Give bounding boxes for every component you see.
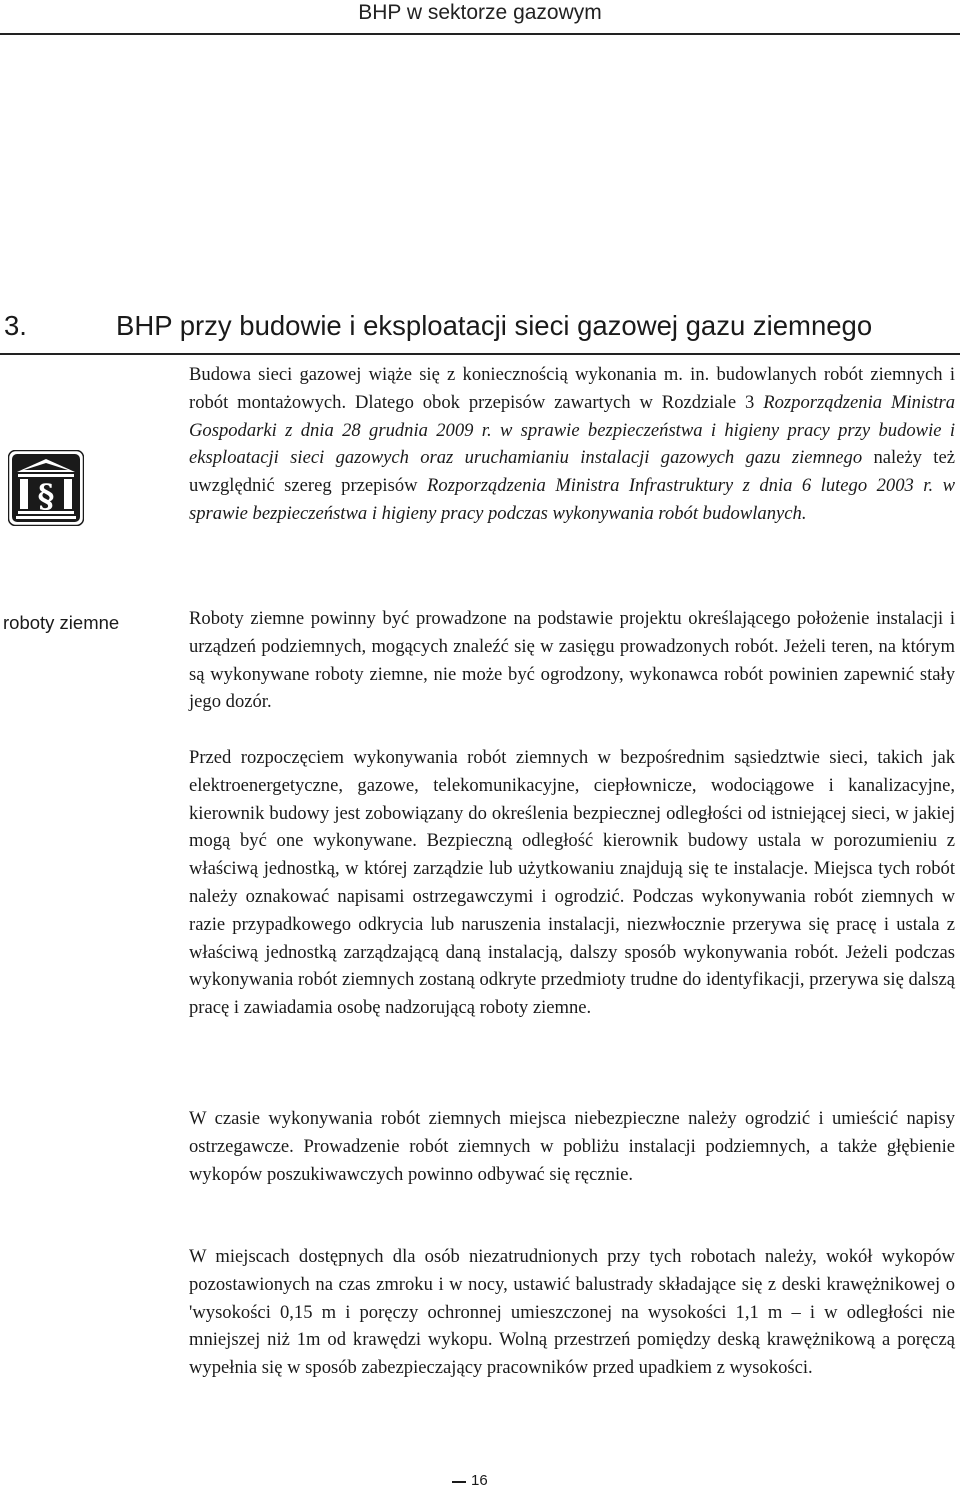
running-header bbox=[0, 0, 960, 34]
title-rule bbox=[0, 353, 960, 355]
hazard-zones-paragraph: W czasie wykonywania robót ziemnych miejsca niebezpieczne należy ogrodzić i umieścić napisy ostrzegawcze. Prowadzenie robót ziemnych w pobliżu instalacji podziemnych, a także głębienie wykopów poszukiwawczych powinno odbywać się ręcznie. bbox=[189, 1108, 955, 1185]
railings-paragraph: W miejscach dostępnych dla osób niezatrudnionych przy tych robotach należy, wokół wykopów pozostawionych na czas zmroku i w nocy, ustawić balustrady składające się z deski krawężnikowej o 'wysokości 0,15 m i poręczy ochronnej umieszczonej na wysokości 1,1 m – i w odległości nie mniejszej niż 1m od krawędzi wykopu. Wolną przestrzeń pomiędzy deską krawężnikową a poręczą wypełnia się w sposób zabezpieczający pracowników przed upadkiem z wysokości. bbox=[189, 1246, 955, 1379]
footer-dash bbox=[452, 1481, 466, 1483]
earthworks-paragraph: Roboty ziemne powinny być prowadzone na podstawie projektu określającego położenie instalacji i urządzeń podziemnych, mogących znaleźć się w zasięgu prowadzonych robót. Jeżeli teren, na którym są wykonywane roboty ziemne, nie może być ogrodzony, wykonawca robót powinien zapewnić stały jego dozór. bbox=[189, 608, 955, 713]
regulation-reference-1: Rozporządzenia Ministra Gospodarki z dnia 28 grudnia 2009 r. w sprawie bezpieczeństwa i higieny pracy przy budowie i eksploatacji sieci gazowych oraz uruchamianiu instalacji gazowych gazu ziemnego bbox=[189, 391, 956, 469]
intro-text-b: należy też uwzględnić szereg przepisów bbox=[189, 447, 955, 497]
regulation-reference-2: Rozporządzenia Ministra Infrastruktury z dnia 6 lutego 2003 r. w sprawie bezpieczeństwa i higieny pracy podczas wykonywania robót budowlanych. bbox=[189, 475, 955, 524]
header-rule bbox=[0, 33, 960, 35]
utilities-paragraph: Przed rozpoczęciem wykonywania robót ziemnych w bezpośrednim sąsiedztwie sieci, takich jak elektroenergetyczne, gazowe, telekomunikacyjne, ciepłownicze, wodociągowe i kanalizacyjne, kierownik budowy jest zobowiązany do określenia bezpiecznej odległości od istniejącej sieci, w jakiej mogą być one wykonywane. Bezpieczną odległość kierownik budowy ustala w porozumieniu z właściwą jednostką, w której zarządzie lub użytkowaniu znajdują się te instalacje. Miejsca tych robót należy oznakować napisami ostrzegawczymi i ogrodzić. Podczas wykonywania robót ziemnych w razie przypadkowego odkrycia lub naruszenia instalacji, niezwłocznie przerywa się pracę i ustala z właściwą jednostką zarządzającą daną instalacją, dalszy sposób wykonywania robót. Jeżeli podczas wykonywania robót ziemnych zostaną odkryte przedmioty trudne do identyfikacji, przerywa się dalszą pracę i zawiadamia osobę nadzorującą roboty ziemne. bbox=[189, 747, 955, 1019]
section-title bbox=[4, 309, 956, 343]
page-number: 16 bbox=[471, 1472, 488, 1489]
margin-label: roboty ziemne bbox=[3, 612, 120, 633]
section-number: 3. bbox=[4, 310, 27, 341]
paragraph-law-icon bbox=[8, 450, 84, 526]
intro-text-a: Budowa sieci gazowej wiąże się z koniecznością wykonania m. in. budowlanych robót ziemnych i robót montażowych. Dlatego obok przepisów zawartych w Rozdziale 3 bbox=[189, 364, 955, 413]
section-title-text: BHP przy budowie i eksploatacji sieci gazowej gazu ziemnego bbox=[116, 310, 873, 341]
svg-text:§: § bbox=[37, 477, 55, 515]
page-footer bbox=[0, 1470, 960, 1492]
running-header-title: BHP w sektorze gazowym bbox=[358, 1, 602, 24]
intro-paragraph bbox=[189, 361, 955, 528]
